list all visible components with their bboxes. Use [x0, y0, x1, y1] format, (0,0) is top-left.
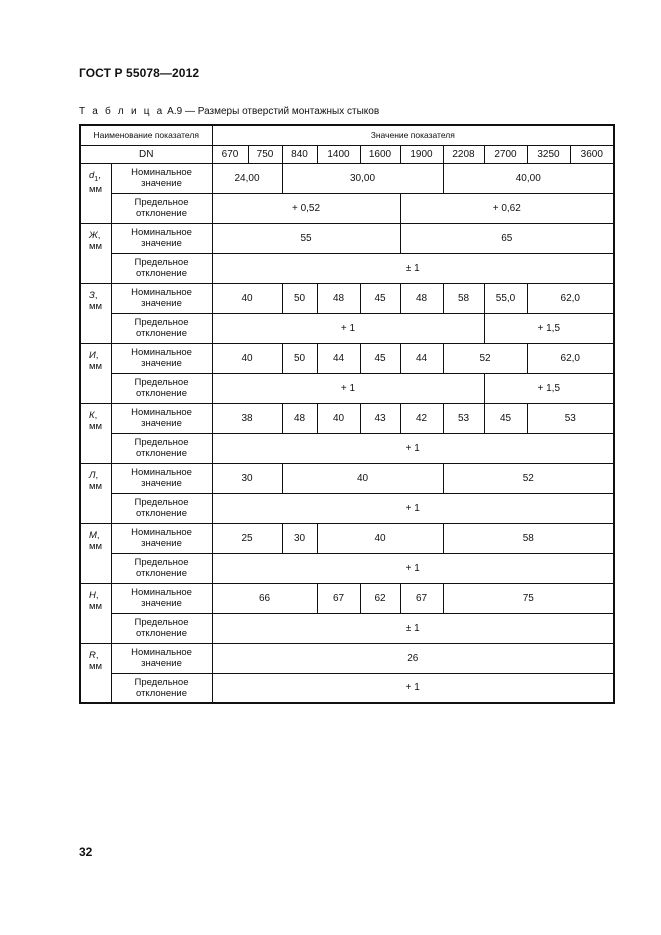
nominal-value: 30,00: [282, 163, 443, 193]
nominal-value: 40: [317, 523, 443, 553]
nominal-label: Номинальное значение: [111, 343, 212, 373]
nominal-value: 25: [212, 523, 282, 553]
dn-value: 2700: [484, 145, 527, 163]
nominal-label: Номинальное значение: [111, 163, 212, 193]
dn-value: 1600: [360, 145, 400, 163]
parameter-letter: М: [89, 529, 97, 541]
deviation-label: Предельное отклонение: [111, 313, 212, 343]
parameter-unit: , мм: [89, 469, 103, 492]
parameter-letter: Ж: [89, 229, 98, 241]
nominal-value: 53: [443, 403, 484, 433]
parameter-symbol: [80, 283, 111, 343]
nominal-value: 26: [212, 643, 614, 673]
parameter-letter: К: [89, 409, 95, 421]
header-value-column: Значение показателя: [212, 125, 614, 145]
parameter-unit: , мм: [89, 589, 103, 612]
nominal-value: 44: [317, 343, 360, 373]
deviation-label: Предельное отклонение: [111, 673, 212, 703]
parameter-symbol: [80, 223, 111, 283]
parameter-symbol: [80, 163, 111, 223]
nominal-value: 66: [212, 583, 317, 613]
nominal-label: Номинальное значение: [111, 283, 212, 313]
parameter-symbol: [80, 583, 111, 643]
nominal-value: 30: [212, 463, 282, 493]
deviation-label: Предельное отклонение: [111, 493, 212, 523]
deviation-value: + 1,5: [484, 313, 614, 343]
nominal-value: 40,00: [443, 163, 614, 193]
nominal-label: Номинальное значение: [111, 643, 212, 673]
deviation-value: + 1: [212, 313, 484, 343]
nominal-value: 38: [212, 403, 282, 433]
dn-value: 1400: [317, 145, 360, 163]
nominal-value: 58: [443, 523, 614, 553]
parameter-symbol: [80, 523, 111, 583]
nominal-value: 40: [212, 343, 282, 373]
nominal-value: 45: [360, 343, 400, 373]
deviation-value: ± 1: [212, 253, 614, 283]
nominal-value: 65: [400, 223, 614, 253]
parameter-letter: d: [89, 169, 95, 181]
deviation-label: Предельное отклонение: [111, 613, 212, 643]
deviation-label: Предельное отклонение: [111, 253, 212, 283]
dn-value: 3600: [570, 145, 614, 163]
parameter-unit: , мм: [89, 529, 103, 552]
nominal-value: 55,0: [484, 283, 527, 313]
parameter-unit: , мм: [89, 349, 103, 372]
nominal-label: Номинальное значение: [111, 223, 212, 253]
nominal-value: 45: [484, 403, 527, 433]
deviation-value: + 0,52: [212, 193, 400, 223]
deviation-label: Предельное отклонение: [111, 433, 212, 463]
nominal-value: 40: [212, 283, 282, 313]
caption-prefix: Т а б л и ц а: [79, 106, 165, 117]
nominal-value: 48: [317, 283, 360, 313]
parameter-symbol: [80, 343, 111, 403]
parameter-letter: З: [89, 289, 95, 301]
nominal-value: 40: [317, 403, 360, 433]
deviation-value: + 1,5: [484, 373, 614, 403]
nominal-value: 62,0: [527, 343, 614, 373]
nominal-value: 44: [400, 343, 443, 373]
nominal-value: 40: [282, 463, 443, 493]
nominal-value: 42: [400, 403, 443, 433]
nominal-value: 52: [443, 463, 614, 493]
dn-label: DN: [80, 145, 212, 163]
parameter-letter: И: [89, 349, 96, 361]
page-number: 32: [79, 845, 93, 859]
nominal-value: 45: [360, 283, 400, 313]
deviation-value: + 1: [212, 673, 614, 703]
deviation-label: Предельное отклонение: [111, 193, 212, 223]
nominal-value: 53: [527, 403, 614, 433]
deviation-value: + 1: [212, 553, 614, 583]
nominal-label: Номинальное значение: [111, 463, 212, 493]
nominal-value: 58: [443, 283, 484, 313]
deviation-label: Предельное отклонение: [111, 553, 212, 583]
dn-value: 1900: [400, 145, 443, 163]
parameter-symbol: [80, 643, 111, 703]
parameter-unit: , мм: [89, 409, 103, 432]
table-caption: [79, 106, 379, 117]
parameter-letter: Л: [89, 469, 96, 481]
deviation-value: + 0,62: [400, 193, 614, 223]
nominal-value: 55: [212, 223, 400, 253]
nominal-value: 62,0: [527, 283, 614, 313]
deviation-label: Предельное отклонение: [111, 373, 212, 403]
nominal-value: 48: [282, 403, 317, 433]
deviation-value: ± 1: [212, 613, 614, 643]
nominal-label: Номинальное значение: [111, 583, 212, 613]
parameter-symbol: [80, 403, 111, 463]
dn-value: 670: [212, 145, 248, 163]
deviation-value: + 1: [212, 373, 484, 403]
caption-title: А.9 — Размеры отверстий монтажных стыков: [164, 106, 380, 117]
nominal-label: Номинальное значение: [111, 403, 212, 433]
nominal-value: 75: [443, 583, 614, 613]
parameter-unit: , мм: [89, 169, 103, 196]
deviation-value: + 1: [212, 493, 614, 523]
dn-value: 840: [282, 145, 317, 163]
parameter-unit: , мм: [89, 229, 103, 252]
parameter-letter: Н: [89, 589, 96, 601]
parameter-subscript: 1: [94, 175, 99, 183]
deviation-value: + 1: [212, 433, 614, 463]
nominal-value: 30: [282, 523, 317, 553]
nominal-value: 52: [443, 343, 527, 373]
dn-value: 3250: [527, 145, 570, 163]
nominal-value: 48: [400, 283, 443, 313]
nominal-value: 67: [317, 583, 360, 613]
parameter-letter: R: [89, 649, 96, 661]
nominal-value: 62: [360, 583, 400, 613]
nominal-value: 24,00: [212, 163, 282, 193]
parameter-unit: , мм: [89, 649, 103, 672]
dimensions-table: [79, 124, 615, 704]
document-code: ГОСТ Р 55078—2012: [79, 66, 200, 80]
header-name-column: Наименование показателя: [80, 125, 212, 145]
dn-value: 750: [248, 145, 282, 163]
parameter-symbol: [80, 463, 111, 523]
nominal-value: 50: [282, 283, 317, 313]
nominal-value: 43: [360, 403, 400, 433]
nominal-label: Номинальное значение: [111, 523, 212, 553]
dn-value: 2208: [443, 145, 484, 163]
parameter-unit: , мм: [89, 289, 103, 312]
nominal-value: 67: [400, 583, 443, 613]
nominal-value: 50: [282, 343, 317, 373]
